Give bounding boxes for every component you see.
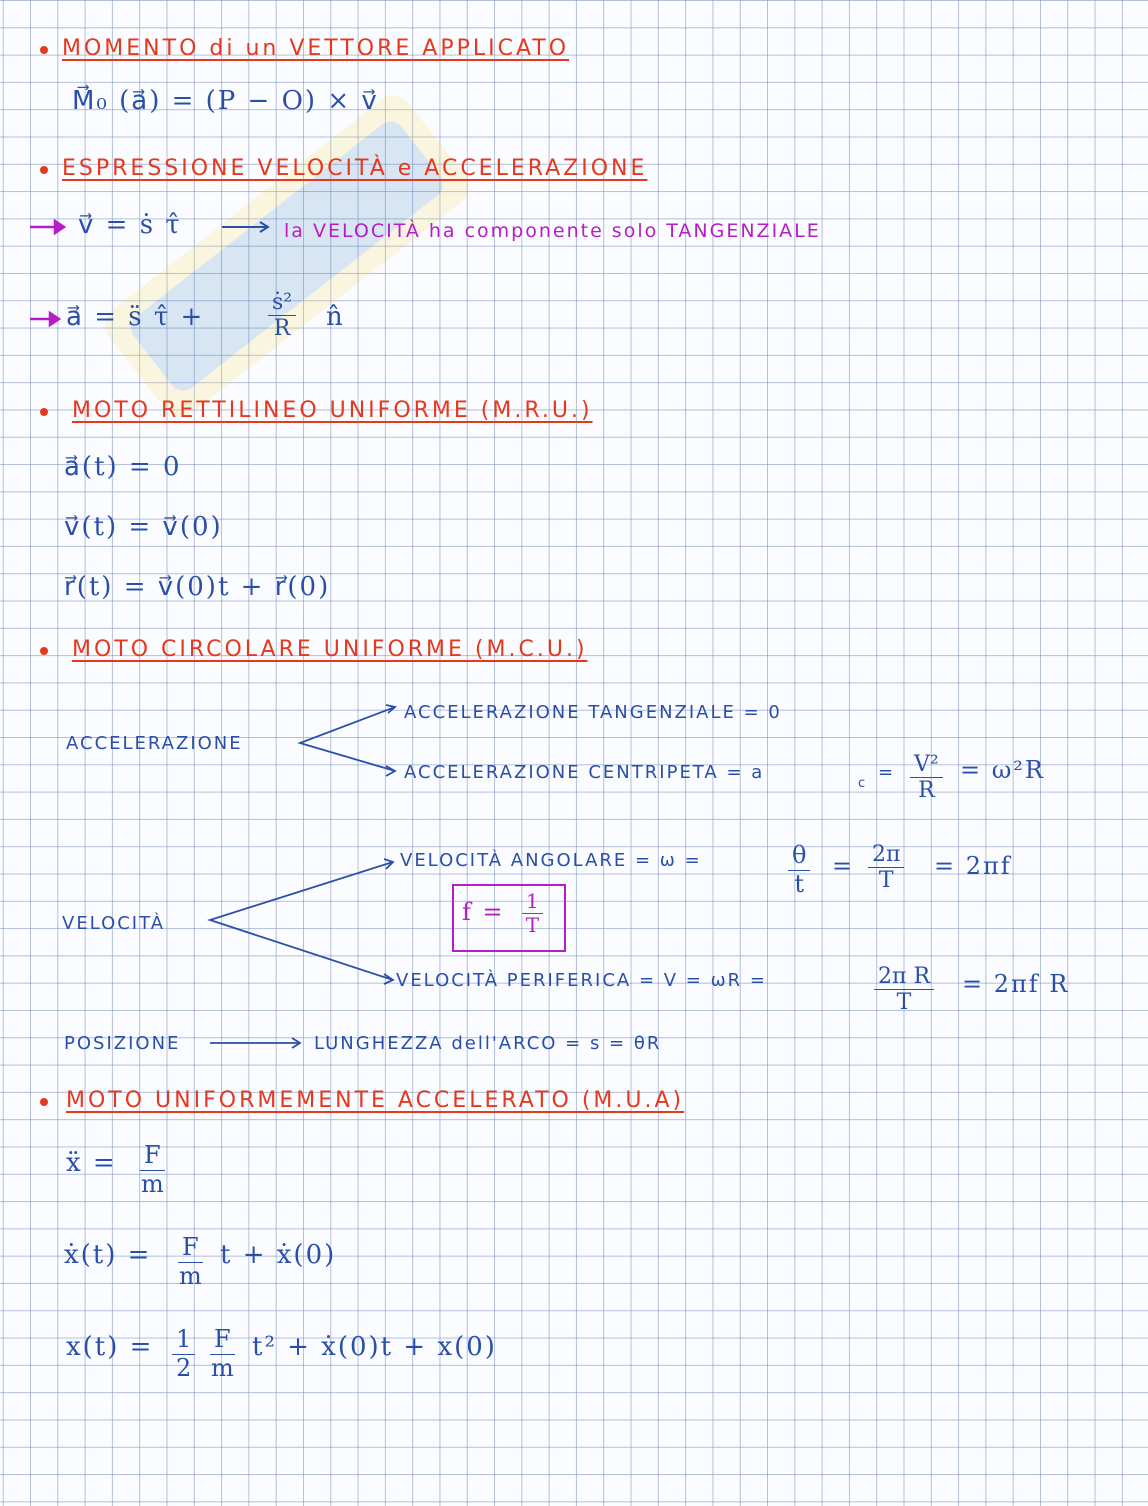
one-over-t xyxy=(522,890,543,937)
bullet xyxy=(40,1098,48,1106)
fraction-denominator: m xyxy=(140,1169,164,1198)
fraction-denominator: R xyxy=(273,316,291,342)
bullet xyxy=(40,46,48,54)
fraction-numerator: V² xyxy=(910,752,943,778)
mru-equation-1: a⃗(t) = 0 xyxy=(64,452,182,482)
peripheral-velocity: VELOCITÀ PERIFERICA = V = ωR = xyxy=(396,970,767,991)
f-over-m xyxy=(178,1234,203,1290)
fraction-denominator: R xyxy=(918,778,935,804)
bullet xyxy=(40,408,48,416)
accel-centripetal: ACCELERAZIONE CENTRIPETA = a xyxy=(404,762,765,783)
fraction-denominator: t xyxy=(794,869,805,898)
fraction-denominator: T xyxy=(525,913,540,937)
accel-centripetal-equals: = xyxy=(878,762,896,783)
x-double-dot: ẍ = xyxy=(66,1148,117,1178)
theta-over-t xyxy=(788,842,810,898)
heading-momento: MOMENTO di un VETTORE APPLICATO xyxy=(62,36,570,61)
position-label: POSIZIONE xyxy=(64,1033,181,1054)
two-pi-over-t xyxy=(868,842,904,894)
angular-velocity: VELOCITÀ ANGOLARE = ω = xyxy=(400,850,702,871)
moment-equation: M⃗₀ (a⃗) = (P − O) × v⃗ xyxy=(72,86,379,116)
fraction-numerator: 1 xyxy=(172,1326,195,1355)
fraction-numerator: 2π xyxy=(868,842,904,868)
fraction-numerator: θ xyxy=(788,842,810,871)
equals-sign: = xyxy=(832,852,855,880)
two-pi-r-over-t xyxy=(874,964,934,1016)
fraction-numerator: 2π R xyxy=(874,964,934,990)
fraction-denominator: m xyxy=(178,1261,202,1290)
fraction-denominator: 2 xyxy=(176,1353,192,1382)
f-over-m xyxy=(210,1326,235,1382)
heading-mcu: MOTO CIRCOLARE UNIFORME (M.C.U.) xyxy=(72,637,588,662)
acceleration-fraction xyxy=(268,290,296,342)
frequency-label: f = xyxy=(462,898,505,926)
two-pi-f-r: = 2πf R xyxy=(962,970,1070,998)
mru-equation-3: r⃗(t) = v⃗(0)t + r⃗(0) xyxy=(64,572,331,602)
heading-espressione: ESPRESSIONE VELOCITÀ e ACCELERAZIONE xyxy=(62,156,648,181)
one-half xyxy=(172,1326,195,1382)
f-over-m xyxy=(140,1142,165,1198)
omega-squared-r: = ω²R xyxy=(960,756,1045,784)
velocity-equation: v⃗ = ṡ τ̂ xyxy=(78,210,182,240)
accel-tangential: ACCELERAZIONE TANGENZIALE = 0 xyxy=(404,702,782,723)
v-squared-over-r xyxy=(910,752,943,804)
fraction-denominator: T xyxy=(878,868,894,894)
fraction-numerator: F xyxy=(210,1326,235,1355)
x-lhs: x(t) = xyxy=(66,1332,154,1362)
x-rhs: t² + ẋ(0)t + x(0) xyxy=(252,1332,497,1362)
fraction-numerator: ṡ² xyxy=(268,290,296,316)
fraction-numerator: F xyxy=(178,1234,203,1263)
acceleration-equation-lhs: a⃗ = s̈ τ̂ + xyxy=(66,302,205,332)
heading-mua: MOTO UNIFORMEMENTE ACCELERATO (M.U.A) xyxy=(66,1088,685,1113)
velocity-label: VELOCITÀ xyxy=(62,913,166,934)
accel-centripetal-subscript: c xyxy=(858,776,868,791)
fraction-denominator: m xyxy=(210,1353,234,1382)
x-dot-lhs: ẋ(t) = xyxy=(64,1240,152,1270)
bullet xyxy=(40,166,48,174)
velocity-note: la VELOCITÀ ha componente solo TANGENZIALE xyxy=(284,220,821,242)
two-pi-f: = 2πf xyxy=(934,852,1012,880)
heading-mru: MOTO RETTILINEO UNIFORME (M.R.U.) xyxy=(72,398,593,423)
bullet xyxy=(40,647,48,655)
x-dot-rhs: t + ẋ(0) xyxy=(220,1240,337,1270)
mru-equation-2: v⃗(t) = v⃗(0) xyxy=(64,512,223,542)
arc-length: LUNGHEZZA dell'ARCO = s = θR xyxy=(314,1033,662,1054)
acceleration-equation-rhs: n̂ xyxy=(326,302,345,332)
accel-label: ACCELERAZIONE xyxy=(66,733,243,754)
fraction-numerator: F xyxy=(140,1142,165,1171)
fraction-numerator: 1 xyxy=(522,890,543,914)
fraction-denominator: T xyxy=(896,990,912,1016)
